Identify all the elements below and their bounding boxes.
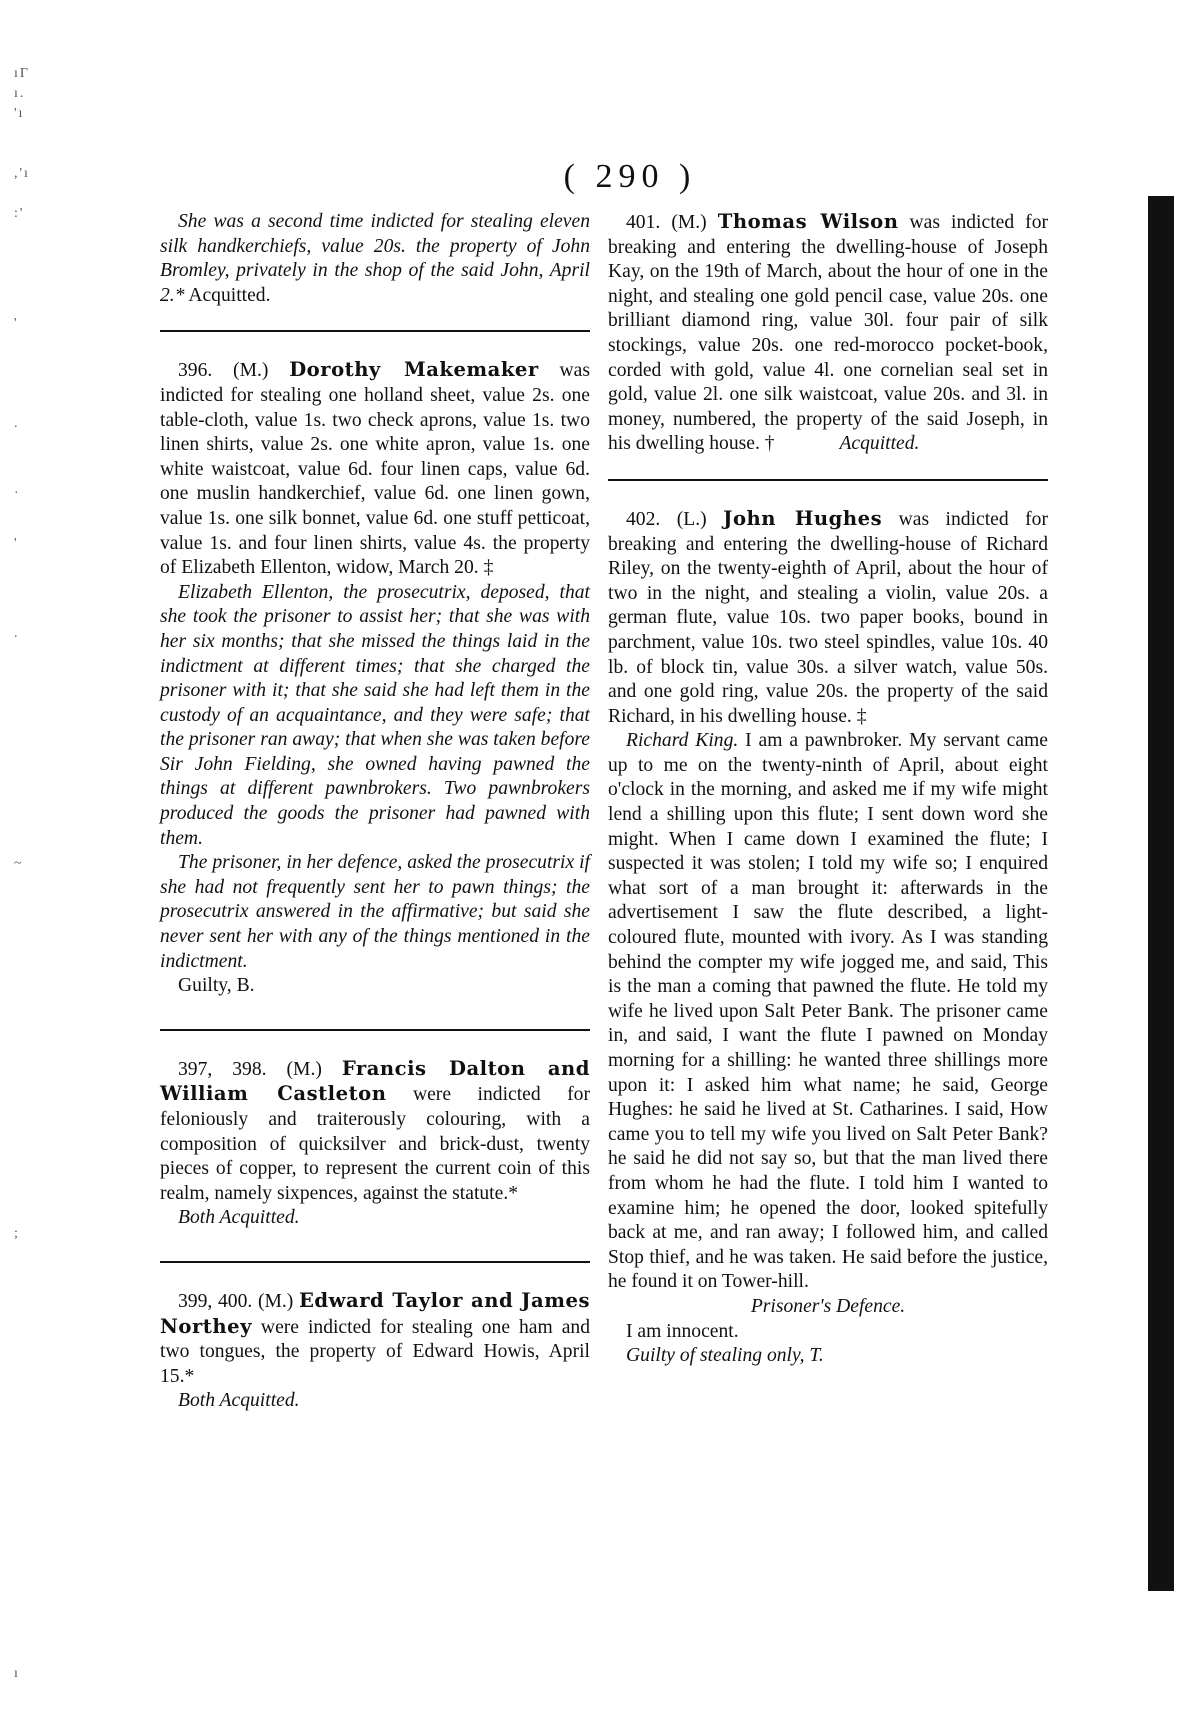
- margin-mark: :': [14, 206, 25, 221]
- verdict: Acquitted.: [188, 284, 271, 306]
- page-number: ( 290 ): [563, 158, 697, 195]
- defendant-names: Edward Taylor and James Northey: [160, 1288, 590, 1338]
- margin-mark: ı: [14, 1666, 20, 1681]
- charge-text: was indicted for breaking and entering the dwelling-house of Joseph Kay, on the 19th of March, about the hour of one in the night, and stealing one gold pencil case, value 20s. one brilliant diamond ring, value 30l. four pair of silk stockings, value 20s. one red-morocco pocket-book, corded with gold, value 4l. one cornelian seal set in gold, value 2l. one silk waistcoat, value 20s. and 3l. in money, numbered, the property of the said Joseph, in his dwelling house. †: [608, 212, 1049, 455]
- witness-name: Richard King.: [626, 730, 739, 752]
- case-401: [608, 210, 1048, 457]
- section-divider: [608, 479, 1048, 481]
- charge-text: were indicted for stealing one ham and two tongues, the property of Edward Howis, April 15.*: [160, 1316, 590, 1387]
- margin-mark: ~: [14, 856, 24, 871]
- verdict: Both Acquitted.: [178, 1390, 300, 1412]
- verdict: Guilty of stealing only, T.: [626, 1345, 824, 1367]
- case-399-400: [160, 1289, 590, 1414]
- case-397-398: [160, 1057, 590, 1231]
- case-number: 396. (M.): [178, 360, 269, 382]
- defence-text: I am innocent.: [626, 1320, 739, 1342]
- case-number: 399, 400. (M.): [178, 1290, 294, 1312]
- verdict: Acquitted.: [839, 433, 920, 455]
- case-number: 402. (L.): [626, 508, 707, 530]
- section-divider: [160, 330, 590, 332]
- defendant-name: Thomas Wilson: [717, 210, 899, 233]
- section-divider: [160, 1261, 590, 1263]
- case-396: [160, 358, 590, 998]
- section-divider: [160, 1029, 590, 1031]
- testimony-text: I am a pawnbroker. My servant came up to me on the twenty-ninth of April, about eight o'clock in the morning, and asked me if my wife might lend a shilling upon this flute; I sent down word she might. When I came down I examined the flute; I suspected it was stolen; I told my wife so; I enquired what sort of a man brought it: afterwards in the advertisement I saw the flute described, a light-coloured flute, mounted with ivory. As I was standing behind the compter my wife jogged me, and said, This is the man a coming that pawned the flute. He told my wife he lived upon Salt Peter Bank. The prisoner came in, and said, I want the flute I pawned on Monday morning for a shilling: he wanted three shillings more upon it: I asked him what name; he said, George Hughes: he said he lived at St. Catharines. I said, How came you to tell my wife you lived on Salt Peter Bank? he said he did not say so, but that the man lived there from whom he had the flute. I told him I wanted to examine him; he opened the door, looked spitefully back at me, and ran away; I followed him, and called Stop thief, and he was taken. He said before the justice, he found it on Tower-hill.: [608, 730, 1048, 1293]
- charge-text: was indicted for breaking and entering the dwelling-house of Richard Riley, on the twenty-eighth of April, about the hour of two in the night, and stealing a violin, value 20s. a german flute, value 10s. two paper books, bound in parchment, value 10s. two steel spindles, value 10s. 40 lb. of block tin, value 30s. a silver watch, value 50s. and one gold ring, value 20s. the property of the said Richard, in his dwelling house. ‡: [608, 508, 1048, 727]
- margin-mark: .: [14, 416, 20, 431]
- right-column: [608, 210, 1048, 1369]
- page-edge-bar: [1148, 196, 1174, 1591]
- testimony-text: Elizabeth Ellenton, the prosecutrix, deposed, that she took the prisoner to assist her; that she was with her six months; that she missed the things laid in the indictment at different times; that she charged the prisoner with it; that she said she had left them in the custody of an acquaintance, and they were safe; that the prisoner ran away; that when she was taken before Sir John Fielding, she owned having pawned the things at different pawnbrokers. Two pawnbrokers produced the goods the prisoner had pawned with them.: [160, 581, 590, 849]
- case-number: 397, 398. (M.): [178, 1058, 322, 1080]
- charge-text: were indicted for feloniously and traiterously colouring, with a composition of quicksilver and brick-dust, twenty pieces of copper, to represent the current coin of this realm, namely sixpences, against the statute.*: [160, 1084, 590, 1204]
- margin-mark: .: [14, 626, 20, 641]
- margin-mark: ': [14, 536, 19, 551]
- case-402: [608, 507, 1048, 1369]
- margin-marks: [14, 66, 54, 1681]
- defendant-name: John Hughes: [723, 506, 883, 530]
- verdict: Guilty, B.: [178, 975, 255, 997]
- defence-heading: Prisoner's Defence.: [750, 1295, 906, 1317]
- margin-mark: ,'ı: [14, 166, 30, 181]
- left-column: [160, 210, 590, 1414]
- case-395-continued: [160, 210, 590, 308]
- case-text: She was a second time indicted for stealing eleven silk handkerchiefs, value 20s. the property of John Bromley, privately in the shop of the said John, April 2.*: [160, 211, 590, 306]
- margin-mark: ;: [14, 1226, 20, 1241]
- defendant-name: Dorothy Makemaker: [289, 358, 539, 382]
- case-number: 401. (M.): [626, 212, 707, 233]
- margin-mark: ı.: [14, 86, 26, 101]
- margin-mark: ·: [14, 486, 21, 501]
- defence-text: The prisoner, in her defence, asked the prosecutrix if she had not frequently sent her to pawn things; the prosecutrix answered in the affirmative; but said she never sent her with any of the things mentioned in the indictment.: [160, 852, 590, 972]
- margin-mark: ': [14, 316, 19, 331]
- margin-mark: ıΓ: [14, 66, 30, 81]
- charge-text: was indicted for stealing one holland sheet, value 2s. one table-cloth, value 1s. two check aprons, value 1s. two linen shirts, value 2s. one white apron, value 1s. one white waistcoat, value 6d. four linen caps, value 6d. one muslin handkerchief, value 6d. one linen gown, value 1s. one silk bonnet, value 6d. one stuff petticoat, value 1s. and four linen shirts, value 4s. the property of Elizabeth Ellenton, widow, March 20. ‡: [160, 360, 590, 579]
- defendant-names: Francis Dalton and William Castleton: [160, 1056, 590, 1106]
- margin-mark: 'ı: [14, 106, 25, 121]
- verdict: Both Acquitted.: [178, 1207, 300, 1229]
